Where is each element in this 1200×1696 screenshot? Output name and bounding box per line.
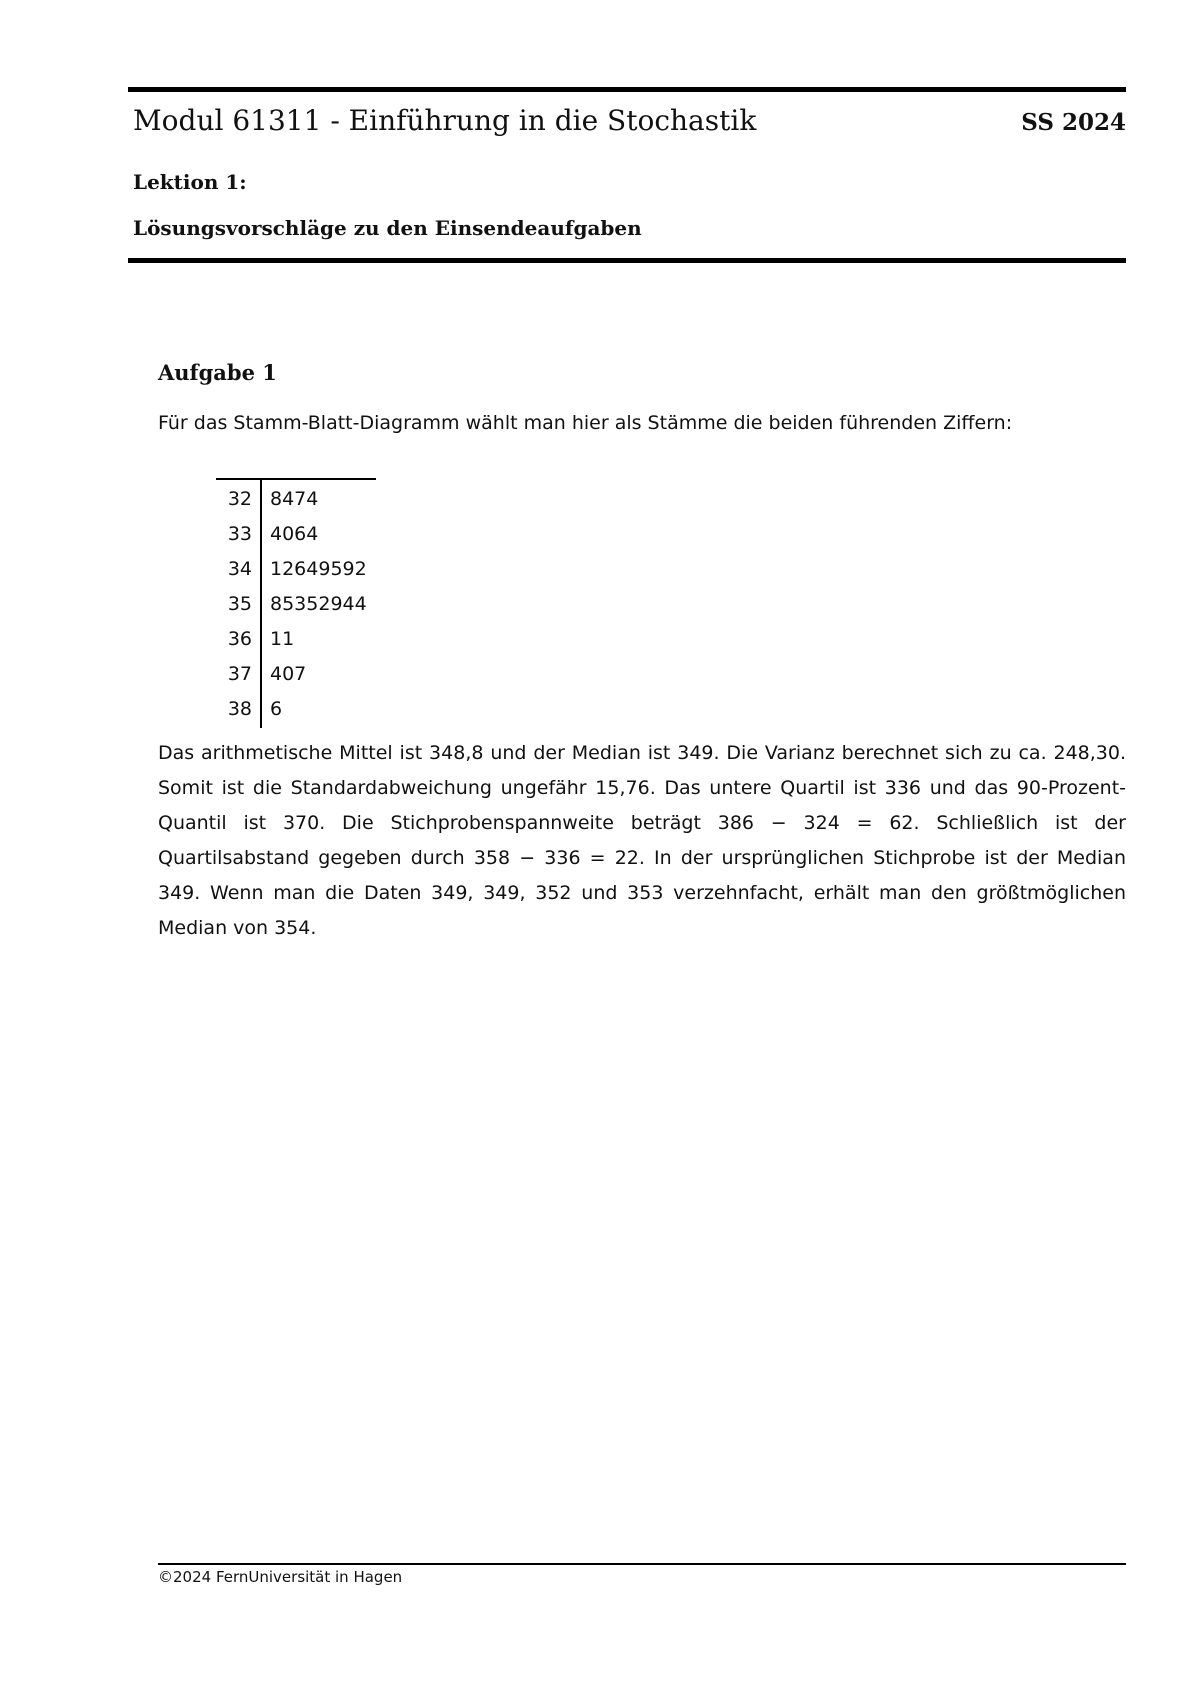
stem-leaf-row xyxy=(216,593,376,623)
leaf-values: 11 xyxy=(270,628,295,650)
header-top-rule xyxy=(128,87,1126,92)
leaf-values: 4064 xyxy=(270,523,319,545)
stem-leaf-row xyxy=(216,558,376,588)
stem-value: 34 xyxy=(227,558,252,580)
stem-value: 37 xyxy=(227,663,252,685)
stem-value: 33 xyxy=(227,523,252,545)
semester-label: SS 2024 xyxy=(1021,109,1126,136)
leaf-values: 12649592 xyxy=(270,558,367,580)
page-subtitle: Lösungsvorschläge zu den Einsendeaufgaben xyxy=(133,216,642,240)
page-title: Modul 61311 - Einführung in die Stochastik xyxy=(133,104,757,137)
leaf-values: 85352944 xyxy=(270,593,367,615)
footer-copyright: ©2024 FernUniversität in Hagen xyxy=(158,1568,403,1586)
leaf-values: 8474 xyxy=(270,488,319,510)
stem-leaf-row xyxy=(216,698,376,728)
stem-value: 35 xyxy=(227,593,252,615)
task-heading: Aufgabe 1 xyxy=(158,360,277,385)
stem-leaf-row xyxy=(216,628,376,658)
stem-leaf-diagram xyxy=(216,478,376,728)
stem-leaf-row xyxy=(216,663,376,693)
stem-leaf-row xyxy=(216,523,376,553)
stem-leaf-top-rule xyxy=(216,478,376,480)
solution-paragraph: Das arithmetische Mittel ist 348,8 und der Median ist 349. Die Varianz berechnet sich zu ca. 248,30. Somit ist die Standardabweichung ungefähr 15,76. Das untere Quartil ist 336 und das 90-Prozent-Quantil ist 370. Die Stichprobenspannweite beträgt 386 − 324 = 62. Schließlich ist der Quartilsabstand gegeben durch 358 − 336 = 22. In der ursprünglichen Stichprobe ist der Median 349. Wenn man die Daten 349, 349, 352 und 353 verzehnfacht, erhält man den größtmöglichen Median von 354. xyxy=(158,742,1126,939)
stem-value: 36 xyxy=(227,628,252,650)
lesson-label: Lektion 1: xyxy=(133,170,247,194)
stem-value: 38 xyxy=(227,698,252,720)
task-intro: Für das Stamm-Blatt-Diagramm wählt man hier als Stämme die beiden führenden Ziffern: xyxy=(158,412,1013,434)
leaf-values: 6 xyxy=(270,698,283,720)
header-bottom-rule xyxy=(128,258,1126,263)
stem-leaf-row xyxy=(216,488,376,518)
footer-rule xyxy=(158,1563,1126,1565)
leaf-values: 407 xyxy=(270,663,307,685)
stem-value: 32 xyxy=(227,488,252,510)
